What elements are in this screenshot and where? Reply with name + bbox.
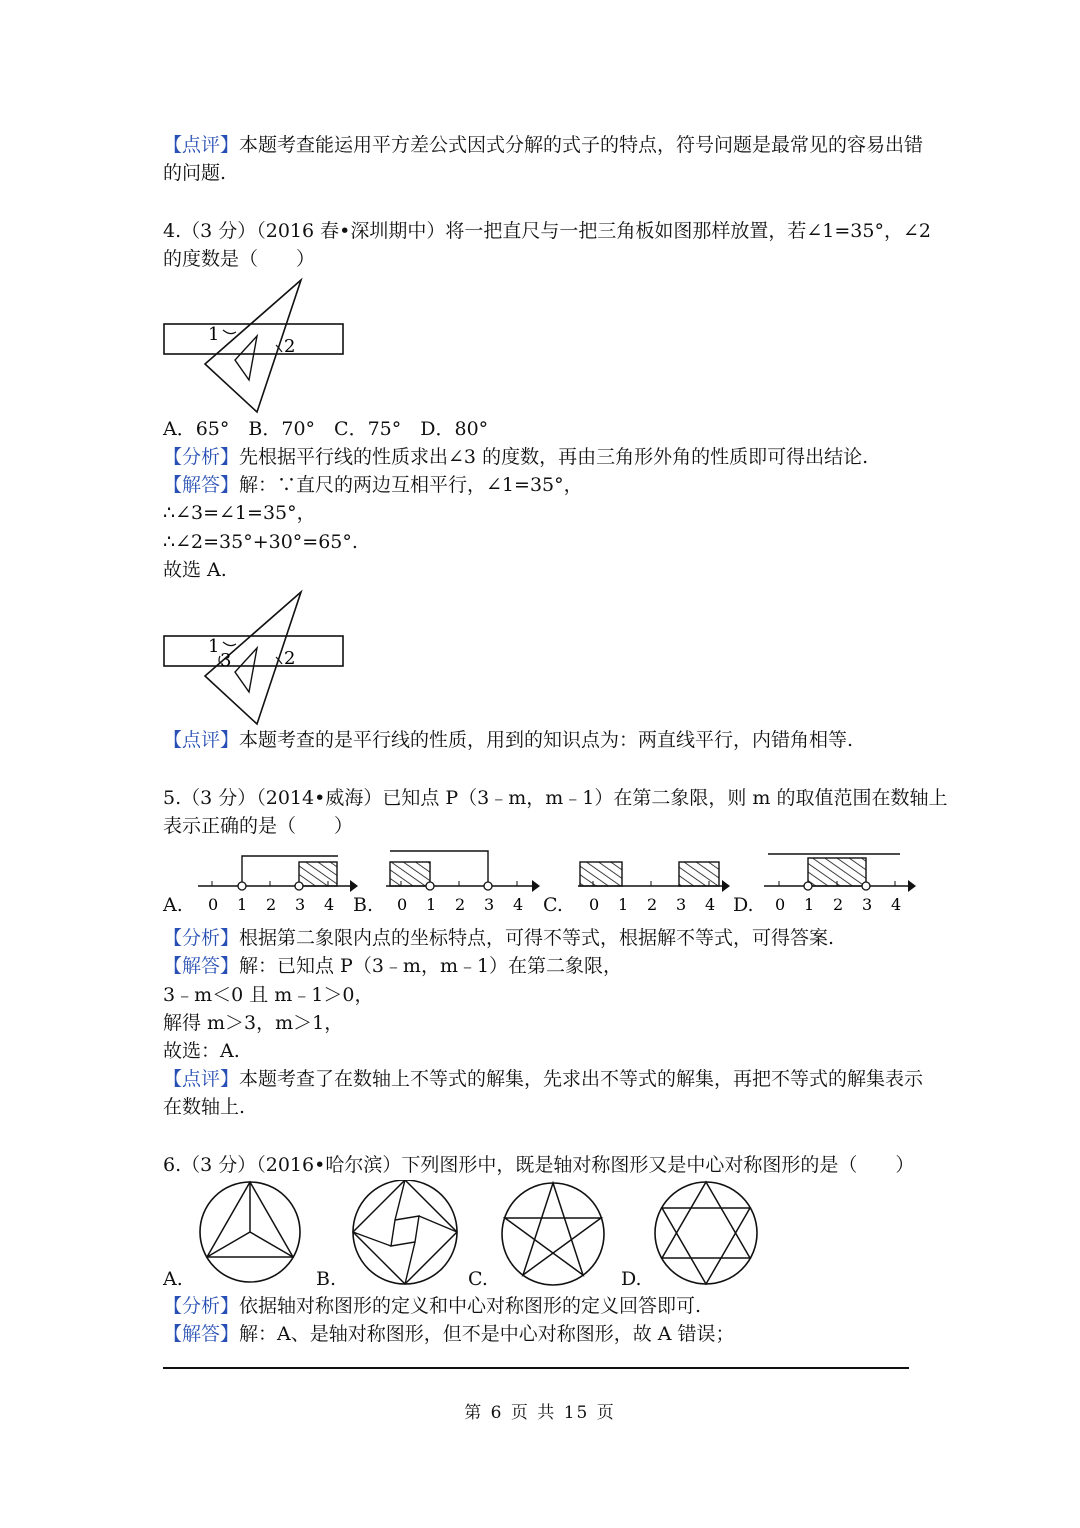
svg-text:4: 4 <box>705 895 716 914</box>
q4-stem-line2: 的度数是（ ） <box>163 248 316 270</box>
q4-solution-line2: ∴∠3=∠1=35°， <box>163 502 316 524</box>
q4-stem-line1: 4.（3 分）（2016 春•深圳期中）将一把直尺与一把三角板如图那样放置，若∠1=35°，∠2 <box>163 220 931 242</box>
angle-2-label: 2 <box>284 648 296 669</box>
q5-solution-line2: 3﹣m＜0 且 m﹣1＞0， <box>163 984 374 1006</box>
q5-stem-line2: 表示正确的是（ ） <box>163 815 354 837</box>
svg-text:1: 1 <box>426 895 437 914</box>
review-q3-line2: 的问题. <box>163 162 227 184</box>
q6-stem: 6.（3 分）（2016•哈尔滨）下列图形中，既是轴对称图形又是中心对称图形的是（ ） <box>163 1154 915 1176</box>
svg-text:0: 0 <box>208 895 219 914</box>
q5-option-b-label: B. <box>353 894 374 916</box>
q5-solution-line4: 故选：A. <box>163 1040 240 1062</box>
q6-option-a-label: A. <box>163 1268 183 1290</box>
figure-d-circle-hexagram <box>655 1182 757 1284</box>
q6-analysis: 【分析】依据轴对称图形的定义和中心对称图形的定义回答即可. <box>163 1295 702 1317</box>
svg-text:0: 0 <box>589 895 600 914</box>
svg-text:1: 1 <box>618 895 629 914</box>
q6-option-c-label: C. <box>468 1268 488 1290</box>
svg-text:2: 2 <box>455 895 466 914</box>
q5-option-d-label: D. <box>733 894 754 916</box>
footer-divider <box>163 1367 909 1369</box>
q5-analysis: 【分析】根据第二象限内点的坐标特点，可得不等式，根据解不等式，可得答案. <box>163 927 835 949</box>
q4-solution-line3: ∴∠2=35°+30°=65°. <box>163 531 358 553</box>
angle-1-label: 1 <box>208 324 220 345</box>
review-tag: 【点评】 <box>163 134 240 156</box>
number-line-d <box>764 854 916 914</box>
q4-solution-line1: 【解答】解：∵直尺的两边互相平行，∠1=35°， <box>163 474 583 496</box>
q5-option-c-label: C. <box>543 894 563 916</box>
svg-text:1: 1 <box>237 895 248 914</box>
angle-2-label: 2 <box>284 336 296 357</box>
number-line-a <box>198 856 358 914</box>
q4-options: A．65° B．70° C．75° D．80° <box>163 418 489 440</box>
q4-ruler-triangle-figure <box>160 272 350 417</box>
number-line-c <box>578 862 730 914</box>
q6-option-d-label: D. <box>621 1268 642 1290</box>
q6-solution-line1: 【解答】解：A、是轴对称图形，但不是中心对称图形，故 A 错误； <box>163 1323 735 1345</box>
figure-c-circle-pentagram <box>502 1183 604 1285</box>
q4-solution-figure <box>160 584 350 729</box>
svg-text:0: 0 <box>775 895 786 914</box>
angle-3-label: 3 <box>220 650 232 671</box>
q5-option-a-label: A. <box>163 894 183 916</box>
svg-text:3: 3 <box>676 895 687 914</box>
svg-text:4: 4 <box>513 895 524 914</box>
q5-review-line2: 在数轴上. <box>163 1096 246 1118</box>
svg-text:4: 4 <box>324 895 335 914</box>
svg-text:2: 2 <box>833 895 844 914</box>
svg-text:3: 3 <box>862 895 873 914</box>
svg-text:4: 4 <box>891 895 902 914</box>
svg-text:1: 1 <box>804 895 815 914</box>
q4-review: 【点评】本题考查的是平行线的性质，用到的知识点为：两直线平行，内错角相等. <box>163 729 854 751</box>
svg-text:2: 2 <box>647 895 658 914</box>
figure-b-circle-pinwheel <box>353 1180 457 1284</box>
angle-1-label: 1 <box>208 636 220 657</box>
svg-text:2: 2 <box>266 895 277 914</box>
svg-text:0: 0 <box>397 895 408 914</box>
q4-analysis: 【分析】先根据平行线的性质求出∠3 的度数，再由三角形外角的性质即可得出结论. <box>163 446 869 468</box>
q5-review-line1: 【点评】本题考查了在数轴上不等式的解集，先求出不等式的解集，再把不等式的解集表示 <box>163 1068 924 1090</box>
svg-text:3: 3 <box>484 895 495 914</box>
figure-a-circle-triangle <box>200 1182 300 1282</box>
review-q3-line1: 【点评】本题考查能运用平方差公式因式分解的式子的特点，符号问题是最常见的容易出错 <box>163 134 924 156</box>
q5-solution-line1: 【解答】解：已知点 P（3﹣m，m﹣1）在第二象限， <box>163 955 623 977</box>
q5-stem-line1: 5.（3 分）（2014•威海）已知点 P（3﹣m，m﹣1）在第二象限，则 m 的取值范围在数轴上 <box>163 787 948 809</box>
page-footer: 第 6 页 共 15 页 <box>464 1403 616 1423</box>
q6-option-b-label: B. <box>316 1268 337 1290</box>
q4-solution-line4: 故选 A. <box>163 559 227 581</box>
number-line-b <box>386 851 540 914</box>
q5-solution-line3: 解得 m＞3，m＞1， <box>163 1012 344 1034</box>
svg-text:3: 3 <box>295 895 306 914</box>
